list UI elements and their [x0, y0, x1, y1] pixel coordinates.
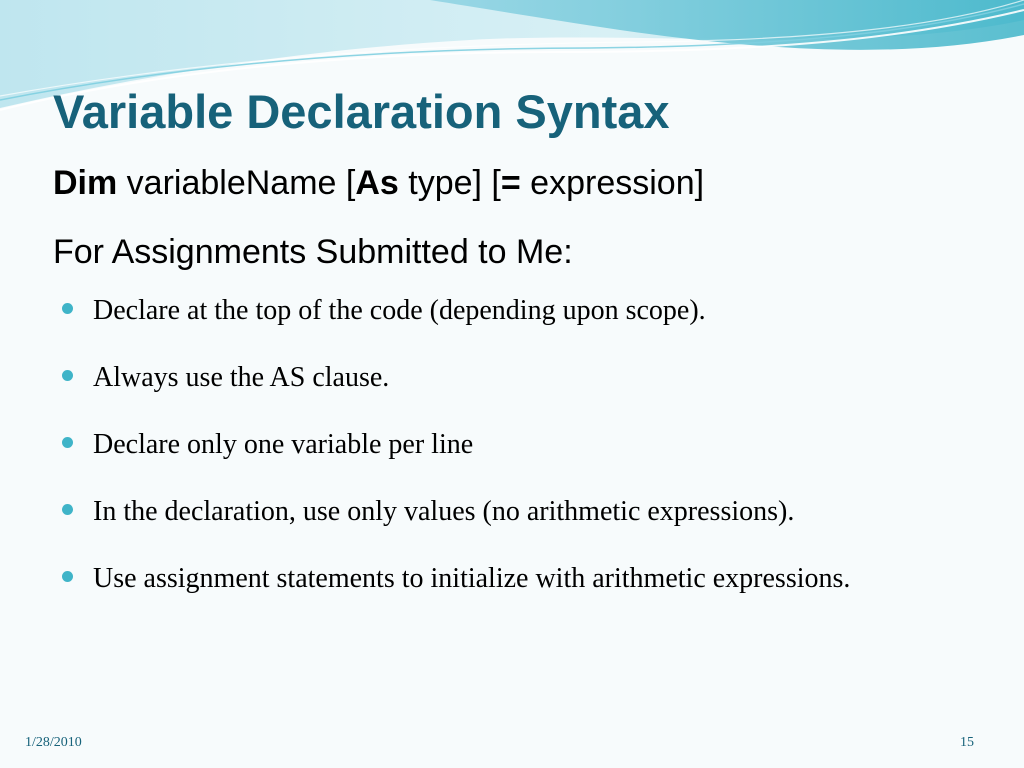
bullet-item	[62, 558, 962, 599]
bullet-dot-icon	[62, 370, 73, 381]
bullet-text: In the declaration, use only values (no arithmetic expressions).	[93, 496, 795, 527]
bullet-list	[62, 290, 962, 599]
bullet-text: Always use the AS clause.	[93, 362, 390, 393]
slide-title: Variable Declaration Syntax	[53, 85, 670, 138]
keyword-as: As	[355, 164, 399, 202]
syntax-part-1: variableName [	[117, 164, 356, 202]
bullet-text: Use assignment statements to initialize with arithmetic expressions.	[93, 563, 851, 594]
bullet-item	[62, 357, 962, 398]
bullet-item	[62, 290, 962, 331]
bullet-item	[62, 424, 962, 465]
bullet-item	[62, 491, 962, 532]
bullet-dot-icon	[62, 504, 73, 515]
syntax-line	[53, 164, 704, 203]
bullet-text: Declare at the top of the code (depending upon scope).	[93, 295, 706, 326]
bullet-dot-icon	[62, 571, 73, 582]
bullet-dot-icon	[62, 303, 73, 314]
section-subheading: For Assignments Submitted to Me:	[53, 233, 573, 271]
syntax-part-3: expression]	[520, 164, 705, 202]
keyword-equals: =	[500, 164, 521, 202]
bullet-text: Declare only one variable per line	[93, 429, 474, 460]
slide-number: 15	[960, 735, 974, 750]
keyword-dim: Dim	[53, 164, 118, 202]
footer-date: 1/28/2010	[25, 735, 82, 750]
bullet-dot-icon	[62, 437, 73, 448]
syntax-part-2: type] [	[398, 164, 501, 202]
